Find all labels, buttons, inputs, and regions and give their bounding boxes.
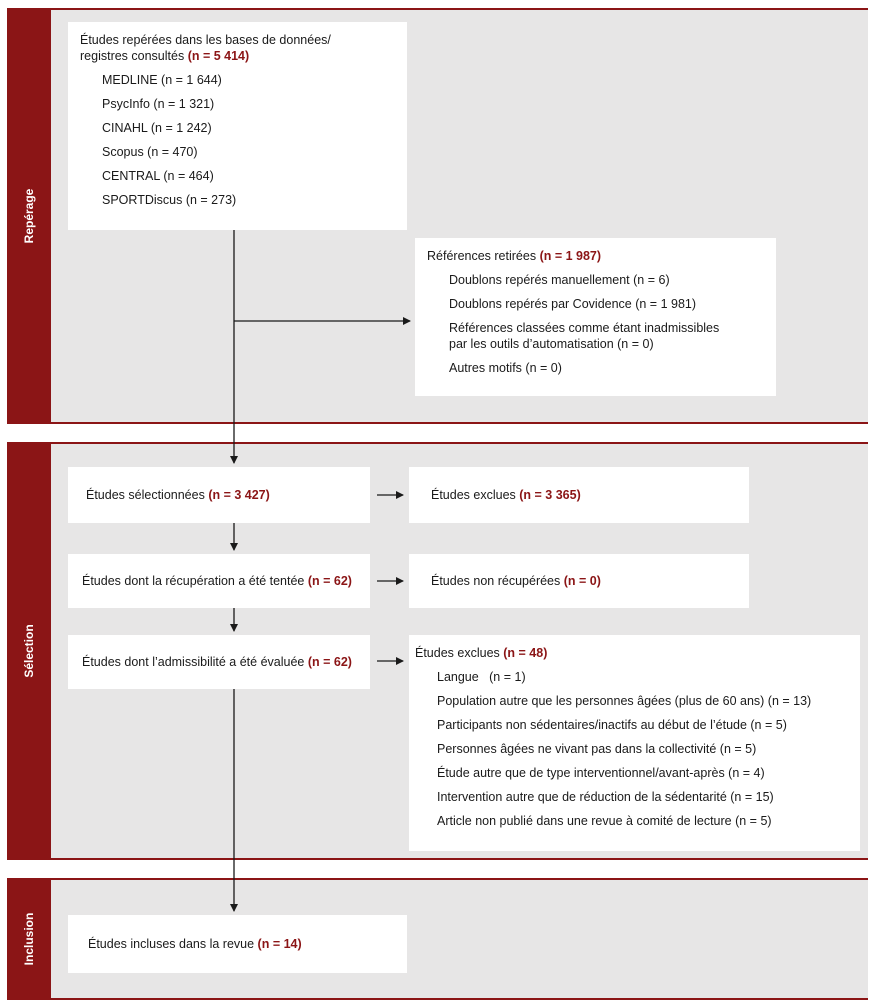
reason-community: Personnes âgées ne vivant pas dans la collectivité (n = 5) xyxy=(437,742,757,756)
removed-item-covidence: Doublons repérés par Covidence (n = 1 981) xyxy=(449,297,697,311)
removed-item-manual: Doublons repérés manuellement (n = 6) xyxy=(449,273,670,287)
screening-label: Sélection xyxy=(22,624,36,678)
records-title-line1: Études repérées dans les bases de données/ xyxy=(80,33,331,47)
excluded-label: Études exclues xyxy=(431,488,520,502)
screened-count: (n = 3 427) xyxy=(208,488,270,502)
removed-item-automation-1: Références classées comme étant inadmissibles xyxy=(449,321,720,335)
removed-title: Références retirées xyxy=(427,249,540,263)
removed-item-other: Autres motifs (n = 0) xyxy=(449,361,562,375)
retrieval-count: (n = 62) xyxy=(307,574,352,588)
reason-participants: Participants non sédentaires/inactifs au début de l’étude (n = 5) xyxy=(437,718,787,732)
records-title-line2: registres consultés xyxy=(80,49,188,63)
reason-unpublished: Article non publié dans une revue à comité de lecture (n = 5) xyxy=(437,814,772,828)
removed-item-automation-2: par les outils d’automatisation (n = 0) xyxy=(449,337,654,351)
excluded-count: (n = 3 365) xyxy=(519,488,581,502)
not-retrieved-label: Études non récupérées xyxy=(431,574,564,588)
reason-language: Langue (n = 1) xyxy=(437,670,526,684)
database-cinahl: CINAHL (n = 1 242) xyxy=(102,121,212,135)
database-psycinfo: PsycInfo (n = 1 321) xyxy=(102,97,215,111)
included-count: (n = 14) xyxy=(257,937,302,951)
eligibility-count: (n = 62) xyxy=(307,655,352,669)
reason-study-type: Étude autre que de type interventionnel/avant-après (n = 4) xyxy=(437,766,765,780)
not-retrieved-count: (n = 0) xyxy=(563,574,601,588)
reason-population: Population autre que les personnes âgées (plus de 60 ans) (n = 13) xyxy=(437,694,812,708)
included-label: Études incluses dans la revue xyxy=(88,937,258,951)
excluded-reasons-label: Études exclues xyxy=(415,646,504,660)
screened-label: Études sélectionnées xyxy=(86,488,209,502)
database-scopus: Scopus (n = 470) xyxy=(102,145,198,159)
eligibility-label: Études dont l’admissibilité a été évaluée xyxy=(82,655,308,669)
excluded-reasons-count: (n = 48) xyxy=(503,646,548,660)
database-sportdiscus: SPORTDiscus (n = 273) xyxy=(102,193,237,207)
database-medline: MEDLINE (n = 1 644) xyxy=(102,73,222,87)
inclusion-label: Inclusion xyxy=(22,912,36,966)
removed-total: (n = 1 987) xyxy=(539,249,602,263)
reason-intervention: Intervention autre que de réduction de la sédentarité (n = 15) xyxy=(437,790,774,804)
identification-label: Repérage xyxy=(22,188,36,244)
database-central: CENTRAL (n = 464) xyxy=(102,169,214,183)
retrieval-label: Études dont la récupération a été tentée xyxy=(82,574,308,588)
records-total: (n = 5 414) xyxy=(187,49,250,63)
